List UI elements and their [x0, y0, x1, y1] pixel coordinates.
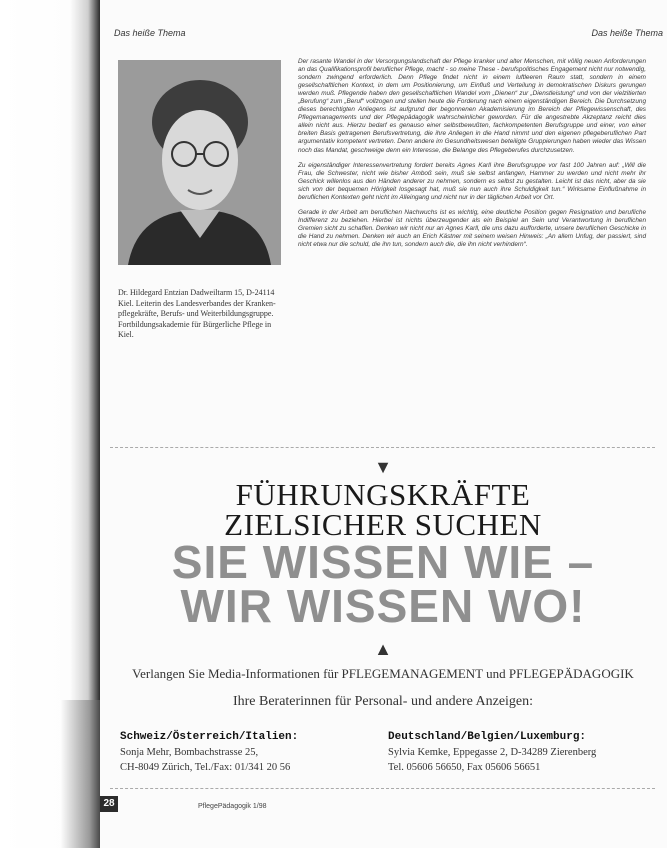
- contact-right: [388, 730, 638, 775]
- page-number: 28: [100, 796, 118, 812]
- running-header-right: Das heiße Thema: [591, 28, 663, 38]
- running-header-left: Das heiße Thema: [114, 28, 186, 38]
- article-paragraph: Gerade in der Arbeit am beruflichen Nachwuchs ist es wichtig, eine deutliche Position gegen Resignation und berufliche Indifferenz zu beziehen. Hierbei ist nichts überzeugender als ein Beispiel an Sein und Verantwortung in beruflichen Gremien sicht zu schaffen. Denken wir nicht nur an Agnes Karll, die uns dazu aufforderte, unsere beruflichen Geschicke in die Hand zu nehmen. Denken wir auch an Erich Kästner mit seinem weisen Hinweis: „An allem Unfug, der passiert, sind nicht etwa nur die schuld, die ihn tun, sondern auch die, die ihn nicht verhindern“.: [298, 208, 646, 248]
- magazine-page: [100, 0, 667, 848]
- ad-divider-top: [110, 447, 655, 448]
- ad-headline-1: FÜHRUNGSKRÄFTE: [235, 477, 531, 512]
- book-spine-shadow-bottom: [60, 700, 102, 848]
- advertisement: [118, 458, 648, 788]
- article-paragraph: Der rasante Wandel in der Versorgungslandschaft der Pflege kranker und alter Menschen, mit völlig neuen Anforderungen an das Qualifikationsprofil beruflicher Pflege, macht - so meine These - berufspolitisches Engagement nicht nur notwendig, sondern zwingend erforderlich. Denn Pflege findet nicht in einem luftleeren Raum statt, sondern in einem gesellschaftlichen Kontext, in dem um Positionierung, um Einfluß und Verteilung in demokratischen Diskurs gerungen werden muß. Pflegende haben den gesellschaftlichen Wandel vom „Dienen“ zur „Dienstleistung“ und von der vielzitierten „Berufung“ zum „Beruf“ vollzogen und stellen heute die Forderung nach einem eigenständigen Bereich. Die Durchsetzung dieses berechtigten Anliegens ist aufgrund der begonnenen Akademisierung im Bereich der Pflegewissenschaft, des Pflegemanagements und der Pflegepädagogik wahrscheinlicher geworden. Für die angestrebte Akzeptanz reicht dies allein nicht aus. Hierzu bedarf es genauso einer selbstbewußten, fachkompetenten Berufsgruppe und einer, von einer breiten Basis getragenen Berufsvertretung, die ihre Anliegen in die Hand nimmt und den eigenen pflegeberuflichen Part argumentativ kompetent vertreten. Denn andere im Gesundheitswesen beteiligte Gruppierungen haben wieder das Wissen noch das Mandat, geschweige denn ein Interesse, die Belange des Pflegeberufes durchzusetzen.: [298, 58, 646, 154]
- portrait-illustration: [118, 60, 281, 265]
- article-body: [298, 58, 646, 256]
- advisors-heading: Ihre Beraterinnen für Personal- und andere Anzeigen:: [232, 694, 534, 709]
- footer-publication: PflegePädagogik 1/98: [198, 803, 267, 810]
- contact-address: Tel. 05606 56650, Fax 05606 56651: [388, 762, 541, 773]
- contact-name: Sonja Mehr, Bombachstrasse 25,: [120, 747, 259, 758]
- triangle-up-icon: ▲: [374, 639, 392, 659]
- media-info-request: Verlangen Sie Media-Informationen für PFLEGEMANAGEMENT und PFLEGEPÄDAGOGIK: [132, 666, 634, 681]
- contact-name: Sylvia Kemke, Eppegasse 2, D-34289 Zierenberg: [388, 747, 597, 758]
- contact-region: Deutschland/Belgien/Luxemburg:: [388, 731, 587, 743]
- contact-left: [120, 730, 370, 775]
- article-paragraph: Zu eigenständiger Interessenvertretung fordert bereits Agnes Karll ihre Berufsgruppe vor fast 100 Jahren auf: „Will die Frau, die Schwester, nicht wie bisher Amboß sein, muß sie selbst anfangen, Hammer zu werden und nicht mehr ihr Geschick willenlos aus den Händen anderer zu nehmen, sondern es selbst zu gestalten. Leicht ist das nicht, aber da sie sich von der bequemen Hörigkeit losgesagt hat, muß sie nun auch ihre Schuldigkeit tun.“ Wirksame Einflußnahme in beruflichen Kontexten geht nicht im Alleingang und nicht nur in der täglichen Arbeit vor Ort.: [298, 161, 646, 201]
- contact-region: Schweiz/Österreich/Italien:: [120, 731, 299, 743]
- author-portrait: [118, 60, 281, 265]
- contact-address: CH-8049 Zürich, Tel./Fax: 01/341 20 56: [120, 762, 291, 773]
- triangle-down-icon: ▼: [374, 457, 392, 477]
- author-caption: Dr. Hildegard Entzian Dadweiltarm 15, D-24114 Kiel. Leiterin des Landesverbandes der Krankenpflegekräfte, Berufs- und Weiterbildungsgruppe. Fortbildungsakademie für Bürgerliche Pflege in Kiel.: [118, 288, 276, 339]
- ad-slogan-2: WIR WISSEN WO!: [180, 580, 586, 632]
- ad-divider-bottom: [110, 788, 655, 789]
- ad-slogan-1: SIE WISSEN WIE –: [171, 536, 595, 588]
- ad-headline-2: ZIELSICHER SUCHEN: [224, 507, 542, 542]
